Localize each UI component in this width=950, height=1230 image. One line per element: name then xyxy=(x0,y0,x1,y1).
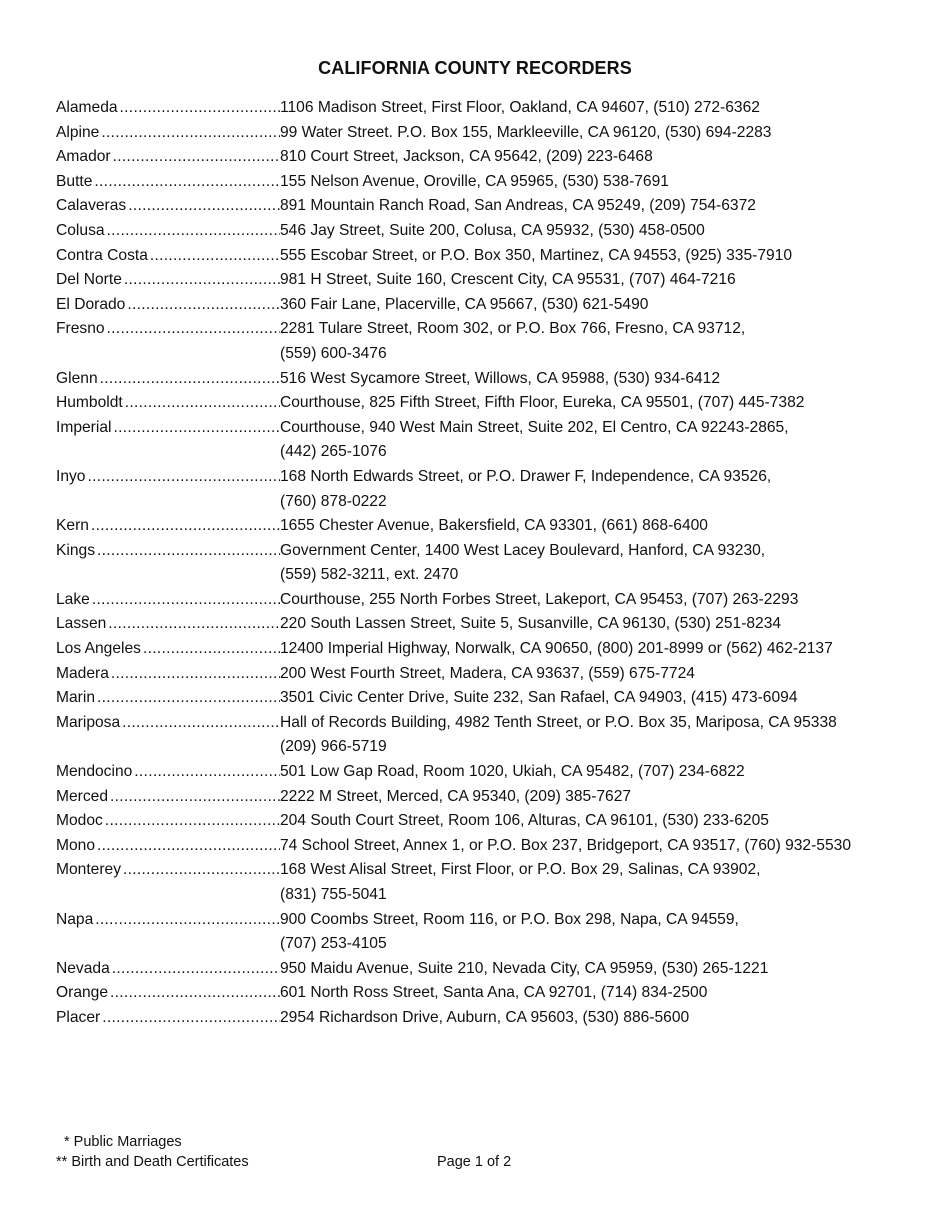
dot-leader xyxy=(110,785,280,810)
county-entry xyxy=(56,514,916,539)
address-line: 546 Jay Street, Suite 200, Colusa, CA 95932, (530) 458-0500 xyxy=(280,221,705,239)
county-label xyxy=(56,1006,280,1031)
address-line: 204 South Court Street, Room 106, Alturas, CA 96101, (530) 233-6205 xyxy=(280,812,769,830)
county-label xyxy=(56,809,280,834)
address-line: 981 H Street, Suite 160, Crescent City, CA 95531, (707) 464-7216 xyxy=(280,271,736,289)
county-name: Kern xyxy=(56,517,89,535)
dot-leader xyxy=(97,834,280,859)
county-address xyxy=(280,293,916,318)
county-entry xyxy=(56,760,916,785)
dot-leader xyxy=(128,194,280,219)
county-entry xyxy=(56,170,916,195)
county-entry xyxy=(56,268,916,293)
county-label xyxy=(56,711,280,736)
dot-leader xyxy=(124,268,280,293)
dot-leader xyxy=(120,96,280,121)
county-address xyxy=(280,244,916,269)
county-label xyxy=(56,539,280,564)
county-address xyxy=(280,514,916,539)
county-address xyxy=(280,834,916,859)
footer-notes xyxy=(56,1132,249,1172)
county-label xyxy=(56,293,280,318)
dot-leader xyxy=(122,711,280,736)
county-entry xyxy=(56,219,916,244)
address-line: 2954 Richardson Drive, Auburn, CA 95603, (530) 886-5600 xyxy=(280,1008,690,1026)
county-name: El Dorado xyxy=(56,295,126,313)
page-number: Page 1 of 2 xyxy=(437,1154,512,1170)
address-line: 12400 Imperial Highway, Norwalk, CA 90650, (800) 201-8999 or (562) 462-2137 xyxy=(280,640,833,658)
county-label xyxy=(56,785,280,810)
dot-leader xyxy=(94,170,280,195)
county-name: Mariposa xyxy=(56,713,121,731)
address-line: 168 North Edwards Street, or P.O. Drawer F, Independence, CA 93526, xyxy=(280,467,772,485)
county-address xyxy=(280,219,916,244)
county-name: Butte xyxy=(56,172,93,190)
county-label xyxy=(56,957,280,982)
county-name: Fresno xyxy=(56,320,105,338)
dot-leader xyxy=(105,809,280,834)
county-address xyxy=(280,785,916,810)
county-entry xyxy=(56,809,916,834)
address-line: 555 Escobar Street, or P.O. Box 350, Martinez, CA 94553, (925) 335-7910 xyxy=(280,246,793,264)
county-label xyxy=(56,121,280,146)
county-name: Merced xyxy=(56,787,108,805)
county-entry xyxy=(56,293,916,318)
county-label xyxy=(56,170,280,195)
address-line: 200 West Fourth Street, Madera, CA 93637, (559) 675-7724 xyxy=(280,664,695,682)
county-label xyxy=(56,244,280,269)
county-address xyxy=(280,637,916,662)
address-line: Courthouse, 825 Fifth Street, Fifth Floor, Eureka, CA 95501, (707) 445-7382 xyxy=(280,394,805,412)
dot-leader xyxy=(150,244,280,269)
address-line: (760) 878-0222 xyxy=(280,492,387,510)
county-label xyxy=(56,637,280,662)
county-name: Mendocino xyxy=(56,763,133,781)
county-name: Nevada xyxy=(56,959,110,977)
county-name: Placer xyxy=(56,1008,101,1026)
county-name: Orange xyxy=(56,984,109,1002)
address-line: Courthouse, 255 North Forbes Street, Lakeport, CA 95453, (707) 263-2293 xyxy=(280,590,799,608)
county-address xyxy=(280,539,916,588)
county-name: Amador xyxy=(56,148,111,166)
dot-leader xyxy=(108,612,280,637)
address-line: 516 West Sycamore Street, Willows, CA 95988, (530) 934-6412 xyxy=(280,369,721,387)
county-address xyxy=(280,957,916,982)
county-address xyxy=(280,170,916,195)
county-address xyxy=(280,145,916,170)
county-entry xyxy=(56,465,916,514)
county-name: Lassen xyxy=(56,615,107,633)
dot-leader xyxy=(113,145,280,170)
address-line: 155 Nelson Avenue, Oroville, CA 95965, (530) 538-7691 xyxy=(280,172,669,190)
county-entry xyxy=(56,834,916,859)
county-name: Imperial xyxy=(56,418,112,436)
county-entry xyxy=(56,588,916,613)
address-line: 501 Low Gap Road, Room 1020, Ukiah, CA 95482, (707) 234-6822 xyxy=(280,763,745,781)
page-title: CALIFORNIA COUNTY RECORDERS xyxy=(318,58,632,78)
county-address xyxy=(280,711,916,760)
county-entry xyxy=(56,1006,916,1031)
footnote-public-marriages: * Public Marriages xyxy=(64,1134,182,1150)
dot-leader xyxy=(134,760,280,785)
address-line: Hall of Records Building, 4982 Tenth Street, or P.O. Box 35, Mariposa, CA 95338 xyxy=(280,713,837,731)
address-line: Government Center, 1400 West Lacey Boulevard, Hanford, CA 93230, xyxy=(280,541,766,559)
address-line: 168 West Alisal Street, First Floor, or P.O. Box 29, Salinas, CA 93902, xyxy=(280,861,761,879)
county-name: Inyo xyxy=(56,467,86,485)
dot-leader xyxy=(97,539,280,564)
county-label xyxy=(56,588,280,613)
county-address xyxy=(280,686,916,711)
county-address xyxy=(280,809,916,834)
address-line: 810 Court Street, Jackson, CA 95642, (209) 223-6468 xyxy=(280,148,653,166)
county-address xyxy=(280,760,916,785)
county-name: Alameda xyxy=(56,99,118,116)
county-entry xyxy=(56,957,916,982)
county-entry xyxy=(56,637,916,662)
county-entry xyxy=(56,194,916,219)
dot-leader xyxy=(127,293,280,318)
county-entry xyxy=(56,96,916,121)
address-line: 1655 Chester Avenue, Bakersfield, CA 93301, (661) 868-6400 xyxy=(280,517,708,535)
address-line: 99 Water Street. P.O. Box 155, Markleeville, CA 96120, (530) 694-2283 xyxy=(280,123,772,141)
county-label xyxy=(56,686,280,711)
county-label xyxy=(56,662,280,687)
county-address xyxy=(280,588,916,613)
dot-leader xyxy=(110,981,280,1006)
county-entry xyxy=(56,317,916,366)
county-name: Alpine xyxy=(56,123,100,141)
county-address xyxy=(280,391,916,416)
county-entry xyxy=(56,785,916,810)
county-name: Calaveras xyxy=(56,197,127,215)
county-name: Humboldt xyxy=(56,394,123,412)
dot-leader xyxy=(91,514,280,539)
address-line: 900 Coombs Street, Room 116, or P.O. Box 298, Napa, CA 94559, xyxy=(280,910,739,928)
county-entry xyxy=(56,686,916,711)
county-entry xyxy=(56,711,916,760)
county-address xyxy=(280,612,916,637)
county-name: Colusa xyxy=(56,221,105,239)
county-address xyxy=(280,96,916,121)
dot-leader xyxy=(107,219,280,244)
county-label xyxy=(56,145,280,170)
county-entry xyxy=(56,539,916,588)
county-label xyxy=(56,514,280,539)
county-name: Lake xyxy=(56,590,90,608)
county-label xyxy=(56,416,280,441)
county-entry xyxy=(56,391,916,416)
dot-leader xyxy=(111,662,280,687)
county-address xyxy=(280,908,916,957)
county-address xyxy=(280,858,916,907)
dot-leader xyxy=(123,858,280,883)
county-address xyxy=(280,268,916,293)
county-entry xyxy=(56,612,916,637)
county-label xyxy=(56,908,280,933)
county-entry xyxy=(56,908,916,957)
county-name: Madera xyxy=(56,664,109,682)
county-label xyxy=(56,96,280,121)
county-address xyxy=(280,416,916,465)
county-name: Marin xyxy=(56,689,95,707)
county-label xyxy=(56,858,280,883)
county-address xyxy=(280,662,916,687)
address-line: (209) 966-5719 xyxy=(280,738,387,756)
address-line: 1106 Madison Street, First Floor, Oakland, CA 94607, (510) 272-6362 xyxy=(280,99,760,116)
county-entry xyxy=(56,416,916,465)
dot-leader xyxy=(113,416,280,441)
county-label xyxy=(56,268,280,293)
address-line: (831) 755-5041 xyxy=(280,886,387,903)
county-address xyxy=(280,1006,916,1031)
county-address xyxy=(280,981,916,1006)
county-address xyxy=(280,465,916,514)
address-line: 220 South Lassen Street, Suite 5, Susanville, CA 96130, (530) 251-8234 xyxy=(280,615,782,633)
dot-leader xyxy=(95,908,280,933)
address-line: 74 School Street, Annex 1, or P.O. Box 237, Bridgeport, CA 93517, (760) 932-5530 xyxy=(280,836,851,854)
county-label xyxy=(56,367,280,392)
county-name: Mono xyxy=(56,836,96,854)
county-name: Napa xyxy=(56,910,94,928)
county-entry xyxy=(56,981,916,1006)
address-line: 2222 M Street, Merced, CA 95340, (209) 385-7627 xyxy=(280,787,632,805)
address-line: 360 Fair Lane, Placerville, CA 95667, (530) 621-5490 xyxy=(280,295,649,313)
county-entry xyxy=(56,145,916,170)
county-label xyxy=(56,317,280,342)
county-name: Los Angeles xyxy=(56,640,141,658)
county-address xyxy=(280,317,916,366)
dot-leader xyxy=(107,317,280,342)
county-label xyxy=(56,981,280,1006)
county-name: Del Norte xyxy=(56,271,122,289)
dot-leader xyxy=(100,367,280,392)
recorder-list xyxy=(56,96,916,1031)
dot-leader xyxy=(92,588,280,613)
address-line: 2281 Tulare Street, Room 302, or P.O. Box 766, Fresno, CA 93712, xyxy=(280,320,746,338)
county-entry xyxy=(56,662,916,687)
dot-leader xyxy=(125,391,280,416)
county-label xyxy=(56,194,280,219)
address-line: (707) 253-4105 xyxy=(280,935,387,953)
county-label xyxy=(56,760,280,785)
dot-leader xyxy=(101,121,280,146)
county-entry xyxy=(56,121,916,146)
address-line: 601 North Ross Street, Santa Ana, CA 92701, (714) 834-2500 xyxy=(280,984,708,1002)
county-label xyxy=(56,391,280,416)
county-label xyxy=(56,219,280,244)
county-label xyxy=(56,612,280,637)
dot-leader xyxy=(87,465,280,490)
address-line: (442) 265-1076 xyxy=(280,443,387,461)
footnote-birth-death-certificates: ** Birth and Death Certificates xyxy=(56,1154,249,1170)
county-label xyxy=(56,465,280,490)
county-address xyxy=(280,121,916,146)
address-line: (559) 600-3476 xyxy=(280,344,387,362)
address-line: (559) 582-3211, ext. 2470 xyxy=(280,566,459,584)
county-entry xyxy=(56,244,916,269)
dot-leader xyxy=(112,957,280,982)
address-line: 950 Maidu Avenue, Suite 210, Nevada City, CA 95959, (530) 265-1221 xyxy=(280,959,769,977)
county-name: Kings xyxy=(56,541,96,559)
county-name: Monterey xyxy=(56,861,122,879)
county-name: Contra Costa xyxy=(56,246,148,264)
county-label xyxy=(56,834,280,859)
dot-leader xyxy=(97,686,280,711)
county-name: Modoc xyxy=(56,812,103,830)
address-line: 891 Mountain Ranch Road, San Andreas, CA 95249, (209) 754-6372 xyxy=(280,197,756,215)
dot-leader xyxy=(102,1006,280,1031)
county-address xyxy=(280,367,916,392)
address-line: 3501 Civic Center Drive, Suite 232, San Rafael, CA 94903, (415) 473-6094 xyxy=(280,689,798,707)
dot-leader xyxy=(143,637,280,662)
address-line: Courthouse, 940 West Main Street, Suite 202, El Centro, CA 92243-2865, xyxy=(280,418,789,436)
county-address xyxy=(280,194,916,219)
county-entry xyxy=(56,858,916,907)
county-name: Glenn xyxy=(56,369,98,387)
county-entry xyxy=(56,367,916,392)
